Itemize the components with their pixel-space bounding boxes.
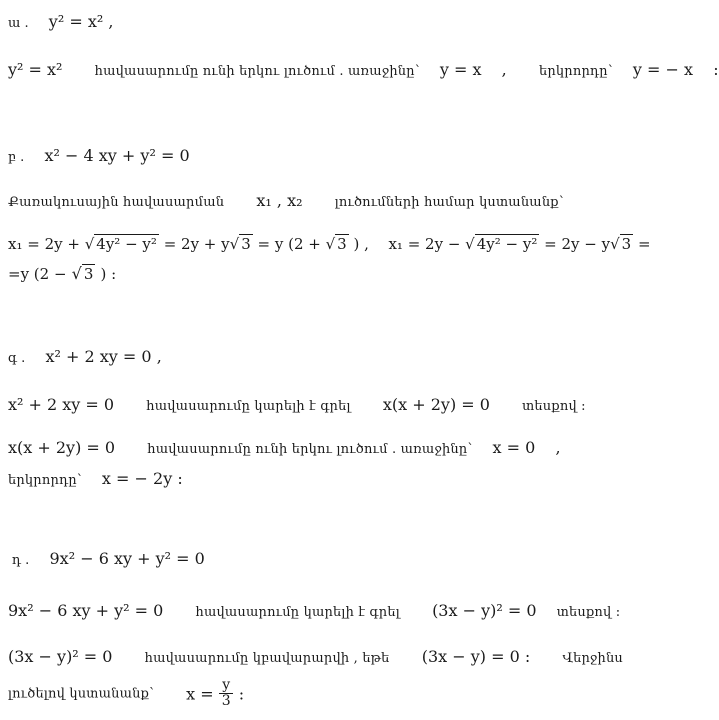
end-mark: : [238,684,245,704]
section-b-line1 [8,191,564,210]
equation: y² = x² [8,60,63,79]
text: տեսքով : [556,605,621,620]
text: հավասարումը կարելի է գրել [195,605,400,620]
section-d-label: դ . [12,553,30,568]
section-d-line2 [8,647,623,666]
section-a-label: ա . [8,16,29,31]
section-b-heading [8,146,190,165]
text: լուծելով կստանանք՝ [8,686,154,702]
section-c-label: գ . [8,351,26,366]
equation: (3x − y) = 0 : [421,647,531,666]
solution-2: y = − x [632,60,694,79]
equation: x² + 2 xy = 0 [8,395,115,414]
sqrt: √ 3 [325,235,347,253]
math-part: = 2y − y [544,235,611,253]
radicand: 4y² − y² [96,235,157,253]
section-c-line2 [8,438,561,457]
math-part: x₁ = 2y + [8,235,80,253]
math-part: ) , [353,235,369,253]
text: լուծումների համար կստանանք՝ [334,195,564,210]
math-part: x₁ = 2y − [388,235,461,253]
math-part: =y (2 − [8,265,67,283]
text: հավասարումը ունի երկու լուծում . առաջինը՝ [147,442,473,457]
separator: , [501,60,507,79]
radicand: 3 [83,265,94,283]
section-a-line1 [8,60,719,79]
math-part: = [637,235,651,253]
section-a-equation: y² = x² , [48,12,114,31]
equation: (3x − y)² = 0 [432,601,537,620]
math-part: ) : [100,265,117,283]
section-c-line1 [8,395,586,414]
sqrt: √ 3 [71,264,94,283]
equation: x(x + 2y) = 0 [8,438,116,457]
section-c-heading [8,347,162,366]
equation: x(x + 2y) = 0 [382,395,490,414]
section-d-equation: 9x² − 6 xy + y² = 0 [49,549,205,568]
radicand: 3 [337,235,347,253]
radicand: 3 [621,235,632,253]
text: հավասարումը կարելի է գրել [146,399,351,414]
section-a-heading [8,12,113,31]
sqrt: √ 3 [229,235,251,253]
fraction [219,678,234,710]
text: տեսքով : [522,399,586,414]
sqrt: √ 4y² − y² [84,235,157,253]
section-d-line1 [8,601,620,620]
roots: x₁ , x₂ [256,191,303,210]
lhs: x = [186,684,214,704]
fraction-numerator: y [219,678,233,694]
sqrt: √ 4y² − y² [465,235,538,253]
solution: x = 0 [492,438,536,457]
equation: 9x² − 6 xy + y² = 0 [8,601,164,620]
section-b-label: բ . [8,150,25,165]
radicand: 3 [241,235,251,253]
text: հավասարումը կբավարարվի , եթե [144,651,390,666]
separator: , [555,438,561,457]
section-b-equation: x² − 4 xy + y² = 0 [44,146,190,165]
math-part: = 2y + y [163,235,230,253]
section-c-equation: x² + 2 xy = 0 , [45,347,162,366]
radicand: 4y² − y² [476,235,538,253]
text: Վերջինս [562,651,624,666]
text: երկրորդը՝ [538,64,613,79]
section-b-line3 [8,264,116,283]
sqrt: √ 3 [610,235,632,253]
section-b-line2 [8,234,651,253]
section-d-line3 [8,678,244,710]
text: հավասարումը ունի երկու լուծում . առաջինը՝ [94,64,420,79]
fraction-denominator: 3 [221,693,231,710]
end-mark: : [713,60,719,79]
text: Քառակուսային հավասարման [8,195,225,210]
text: երկրորդը՝ [8,473,82,488]
solution-1: y = x [439,60,482,79]
math-part: = y (2 + [257,235,321,253]
equation: (3x − y)² = 0 [8,647,113,666]
section-c-line3 [8,469,183,488]
section-d-heading [12,549,205,568]
solution: x = − 2y : [101,469,183,488]
